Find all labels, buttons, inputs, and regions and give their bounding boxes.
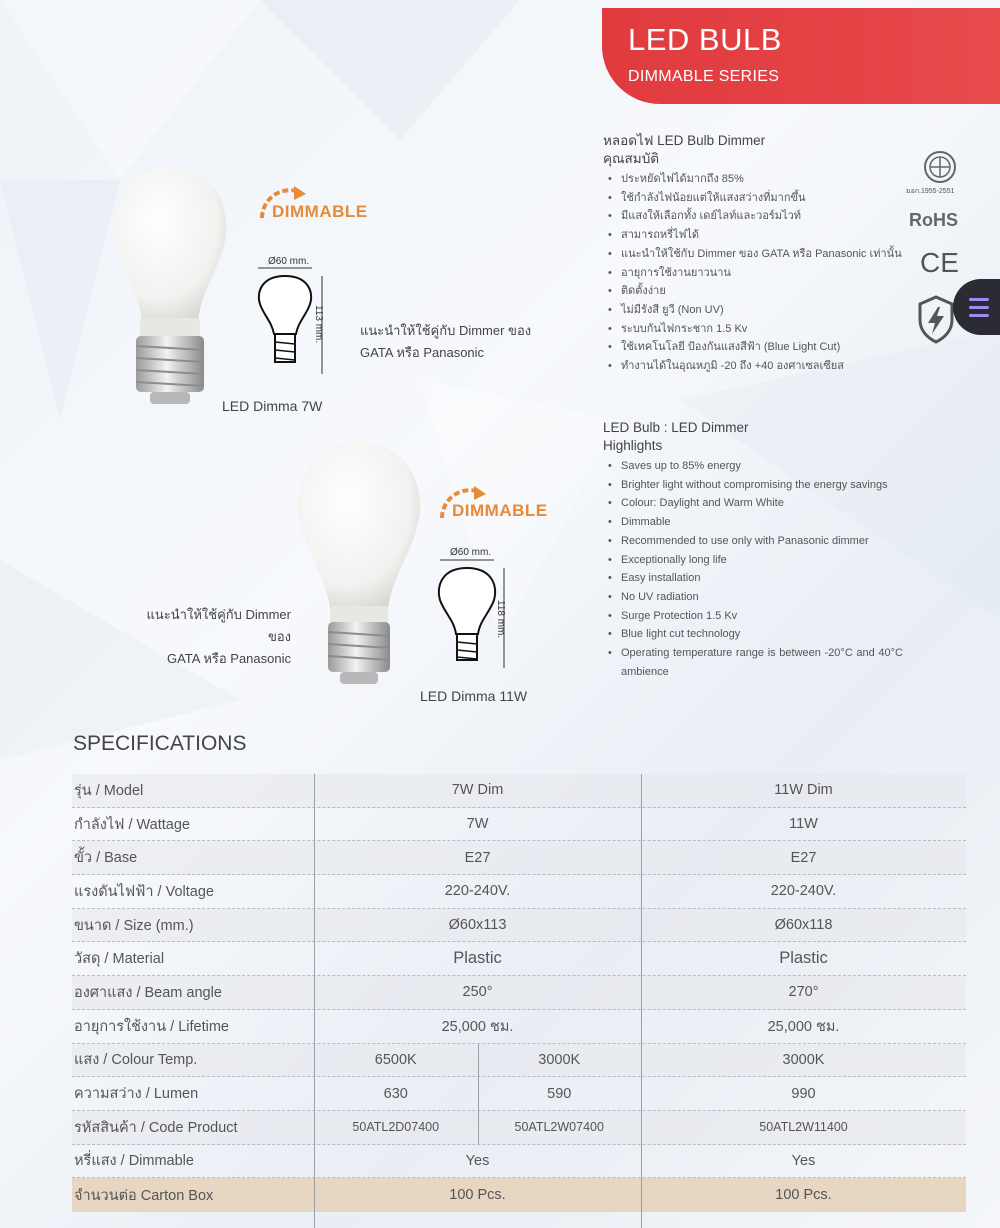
cell-11w: 100 Pcs. [775, 1187, 832, 1204]
menu-line-icon [969, 298, 989, 301]
table-row-carton [72, 1178, 966, 1212]
dimmer-note-11w-line1: แนะนำให้ใช้คู่กับ Dimmer ของ [146, 607, 291, 644]
dimmer-note-7w-line1: แนะนำให้ใช้คู่กับ Dimmer ของ [360, 323, 532, 338]
list-item: • มีแสงให้เลือกทั้ง เดย์ไลท์และวอร์มไวท์ [603, 207, 903, 226]
menu-line-icon [969, 306, 989, 309]
cell-7w-warm: 590 [547, 1085, 572, 1102]
menu-button[interactable] [953, 279, 1000, 335]
features-english-title: LED Bulb : LED Dimmer [603, 420, 749, 435]
surge-protection-shield-icon [916, 294, 956, 344]
list-item: • Operating temperature range is between -20°C and 40°C ambience [603, 644, 903, 681]
cell-7w: Yes [465, 1152, 490, 1169]
table-row-colour-temp [72, 1044, 966, 1078]
row-label: องศาแสง / Beam angle [74, 984, 222, 1001]
diameter-label-7w: Ø60 mm. [268, 256, 310, 267]
cell-7w: 25,000 ชม. [441, 1018, 514, 1035]
cell-7w: 100 Pcs. [449, 1187, 506, 1204]
list-item: • ติดตั้งง่าย [603, 282, 903, 301]
table-row-wattage [72, 808, 966, 842]
cell-11w: 50ATL2W11400 [759, 1120, 848, 1135]
row-label: อายุการใช้งาน / Lifetime [74, 1018, 229, 1035]
list-item: • ใช้กำลังไฟน้อยแต่ให้แสงสว่างที่มากขึ้น [603, 189, 903, 208]
cell-11w: E27 [790, 849, 817, 866]
ce-mark: CE [920, 247, 959, 278]
list-item: • อายุการใช้งานยาวนาน [603, 264, 903, 283]
cell-11w: 990 [791, 1085, 816, 1102]
list-item: • สามารถหรี่ไฟได้ [603, 226, 903, 245]
list-item: • ทำงานได้ในอุณหภูมิ -20 ถึง +40 องศาเซลเซียส [603, 357, 903, 376]
specifications-table [72, 774, 966, 1212]
list-item: • Easy installation [603, 569, 903, 588]
cell-7w: 220-240V. [444, 883, 511, 900]
menu-line-icon [969, 314, 989, 317]
cell-7w: Ø60x113 [448, 917, 507, 934]
dimmable-badge-7w: DIMMABLE [272, 202, 368, 221]
list-item: • Recommended to use only with Panasonic dimmer [603, 532, 903, 551]
cell-7w-daylight: 50ATL2D07400 [352, 1120, 440, 1135]
list-item: • Colour: Daylight and Warm White [603, 494, 903, 513]
table-row-code [72, 1111, 966, 1145]
list-item: • Dimmable [603, 513, 903, 532]
row-label: กำลังไฟ / Wattage [74, 816, 190, 833]
specifications-title: SPECIFICATIONS [73, 732, 247, 755]
dimmable-badge-11w: DIMMABLE [452, 501, 548, 520]
cell-7w-daylight: 6500K [374, 1051, 417, 1068]
header-banner [602, 8, 1000, 104]
row-label: จำนวนต่อ Carton Box [74, 1187, 214, 1204]
cell-11w: Ø60x118 [774, 917, 833, 934]
cell-11w: 11W [789, 816, 818, 833]
rohs-label: RoHS [909, 210, 958, 230]
height-label-7w: 113 mm. [313, 305, 324, 344]
list-item: • แนะนำให้ใช้กับ Dimmer ของ GATA หรือ Panasonic เท่านั้น [603, 245, 903, 264]
row-label: รุ่น / Model [74, 782, 144, 799]
cell-7w: 250° [462, 984, 493, 1001]
list-item: • ประหยัดไฟได้มากถึง 85% [603, 170, 903, 189]
banner-subtitle: DIMMABLE SERIES [628, 68, 780, 85]
banner-title: LED BULB [628, 22, 782, 57]
cell-7w: 7W Dim [451, 782, 504, 799]
list-item: • ไม่มีรังสี ยูวี (Non UV) [603, 301, 903, 320]
list-item: • ระบบกันไฟกระชาก 1.5 Kv [603, 320, 903, 339]
table-row-material [72, 942, 966, 976]
list-item: • Brighter light without compromising the energy savings [603, 476, 903, 495]
cell-11w: 11W Dim [774, 782, 833, 799]
table-row-lumen [72, 1077, 966, 1111]
table-row-base [72, 841, 966, 875]
cell-11w: 3000K [782, 1051, 825, 1068]
features-english-subtitle: Highlights [603, 438, 663, 453]
row-label: ความสว่าง / Lumen [74, 1086, 199, 1103]
dimmer-note-11w [128, 604, 291, 670]
table-divider [478, 1044, 479, 1145]
cell-7w-warm: 50ATL2W07400 [514, 1120, 604, 1135]
tis-logo-icon [920, 150, 960, 186]
cell-7w: E27 [464, 849, 491, 866]
cell-7w: Plastic [453, 949, 502, 968]
features-thai [603, 132, 903, 376]
features-thai-subtitle: คุณสมบัติ [603, 151, 660, 166]
table-row-lifetime [72, 1010, 966, 1044]
product-name-11w: LED Dimma 11W [420, 688, 528, 704]
row-label: แรงดันไฟฟ้า / Voltage [74, 883, 214, 900]
features-english-list [603, 457, 903, 681]
features-thai-title: หลอดไฟ LED Bulb Dimmer [603, 133, 766, 148]
table-row-size [72, 909, 966, 943]
table-row-voltage [72, 875, 966, 909]
list-item: • No UV radiation [603, 588, 903, 607]
table-row-model [72, 774, 966, 808]
table-divider [314, 774, 315, 1228]
height-label-11w: 118 mm. [495, 600, 506, 639]
list-item: • Blue light cut technology [603, 625, 903, 644]
row-label: ขั้ว / Base [74, 850, 138, 867]
features-english [603, 419, 903, 681]
list-item: • Saves up to 85% energy [603, 457, 903, 476]
bulb-11w-image [290, 438, 430, 693]
list-item: • Exceptionally long life [603, 551, 903, 570]
product-name-7w: LED Dimma 7W [222, 398, 323, 414]
row-label: วัสดุ / Material [74, 951, 165, 968]
cell-11w: 220-240V. [770, 883, 837, 900]
diameter-label-11w: Ø60 mm. [450, 547, 492, 558]
table-row-beam-angle [72, 976, 966, 1010]
tis-label: มอก.1955-2551 [906, 188, 955, 195]
table-row-dimmable [72, 1145, 966, 1179]
table-divider [641, 774, 642, 1228]
cell-11w: Yes [791, 1152, 816, 1169]
list-item: • Surge Protection 1.5 Kv [603, 607, 903, 626]
row-label: หรี่แสง / Dimmable [74, 1153, 194, 1170]
list-item: • ใช้เทคโนโลยี ป้องกันแสงสีฟ้า (Blue Light Cut) [603, 338, 903, 357]
row-label: ขนาด / Size (mm.) [74, 917, 194, 934]
cell-7w: 7W [466, 816, 489, 833]
row-label: แสง / Colour Temp. [74, 1052, 198, 1069]
dimmer-note-7w-line2: GATA หรือ Panasonic [360, 345, 485, 360]
bulb-7w-image [100, 160, 240, 420]
dimmer-note-11w-line2: GATA หรือ Panasonic [166, 651, 291, 666]
features-thai-list [603, 170, 903, 376]
cell-11w: 25,000 ชม. [767, 1018, 840, 1035]
cell-11w: 270° [788, 984, 819, 1001]
cell-7w-daylight: 630 [383, 1085, 408, 1102]
cell-7w-warm: 3000K [538, 1051, 581, 1068]
row-label: รหัสสินค้า / Code Product [74, 1119, 238, 1136]
cell-11w: Plastic [779, 949, 828, 968]
dimmer-note-7w [360, 320, 531, 364]
